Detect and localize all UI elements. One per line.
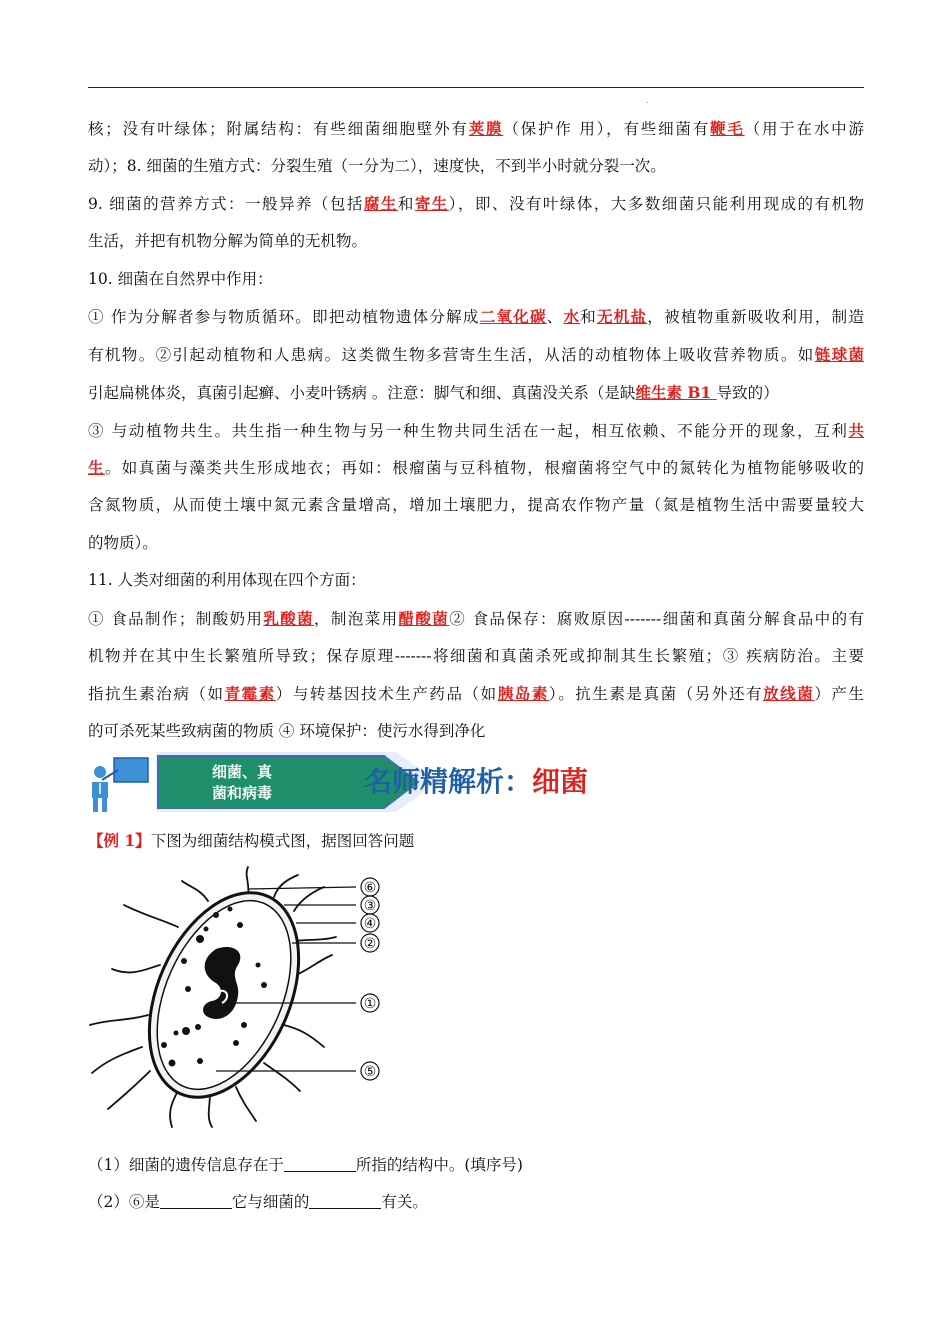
text-segment: （用于在水中游 (744, 120, 864, 138)
header-dot: . (646, 96, 649, 105)
text-segment: ① 食品制作；制酸奶用 (88, 609, 264, 628)
text-line (88, 185, 864, 223)
banner-arrow-line1: 细菌、真 (211, 763, 272, 781)
text-segment: ）产生 (814, 685, 864, 704)
highlighted-term: 放线菌 (763, 684, 815, 704)
question-1 (88, 1150, 523, 1180)
teacher-icon (88, 756, 152, 814)
diagram-label-3: ③ (363, 898, 377, 914)
text-segment: ，制泡菜用 (314, 609, 399, 628)
text-segment: 和 (397, 195, 415, 214)
text-segment: 的可杀死某些致病菌的物质 ④ 环境保护：使污水得到净化 (88, 722, 486, 740)
text-line (88, 713, 864, 751)
example-heading (88, 826, 414, 856)
answer-blank-2a[interactable] (160, 1190, 232, 1209)
text-line (88, 412, 864, 450)
banner-title-topic: 细菌 (532, 765, 589, 798)
question-2 (88, 1187, 428, 1217)
text-segment: 核；没有叶绿体；附属结构：有些细菌细胞壁外有 (88, 120, 469, 138)
text-segment: ）。抗生素是真菌（另外还有 (548, 685, 764, 704)
text-segment: 11. 人类对细菌的利用体现在四个方面： (88, 571, 366, 590)
text-segment: ）与转基因技术生产药品（如 (275, 685, 498, 704)
banner-title (364, 760, 588, 804)
text-line (88, 336, 864, 374)
text-segment: 机物并在其中生长繁殖所导致；保存原理-------将细菌和真菌杀死或抑制其生长繁殖；③ 疾病防治。主要 (88, 646, 864, 665)
text-line (88, 148, 864, 186)
example-tag: 【例 1】 (88, 831, 151, 850)
highlighted-term: 荚膜 (468, 119, 504, 138)
text-segment: 含氮物质，从而使土壤中氮元素含量增高，增加土壤肥力，提高农作物产量（氮是植物生活中需要量较大 (88, 495, 864, 514)
text-line (88, 675, 864, 713)
section-banner (88, 752, 688, 814)
question-2-prefix: （2）⑥是 (88, 1193, 160, 1211)
highlighted-term: 胰岛素 (497, 684, 549, 704)
highlighted-term: 维生素 B1 (635, 382, 717, 402)
text-segment: 引起扁桃体炎，真菌引起癣、小麦叶锈病 。注意：脚气和细、真菌没关系（是缺 (88, 383, 636, 402)
text-segment: 和 (580, 308, 598, 327)
text-line (88, 449, 864, 487)
text-line (88, 298, 864, 336)
diagram-label-2: ② (363, 936, 377, 952)
text-segment: 有机物。②引起动植物和人患病。这类微生物多营寄生生活，从活的动植物体上吸收营养物质。如 (88, 346, 815, 365)
text-segment: 9. 细菌的营养方式：一般异养（包括 (88, 195, 364, 214)
text-segment: ），即、没有叶绿体，大多数细菌只能利用现成的有机物 (448, 195, 864, 214)
highlighted-term: 链球菌 (814, 345, 864, 365)
bacteria-structure-diagram (88, 865, 398, 1130)
text-segment: （保护作 用），有些细菌有 (503, 120, 711, 138)
question-1-suffix: 所指的结构中。(填序号) (355, 1156, 523, 1174)
text-line (88, 562, 864, 600)
question-2-middle: 它与细菌的 (231, 1193, 310, 1211)
text-segment: 。如真菌与藻类共生形成地衣；再如：根瘤菌与豆科植物，根瘤菌将空气中的氮转化为植物能够吸收的 (104, 459, 864, 478)
text-segment: 10. 细菌在自然界中作用： (88, 269, 273, 288)
header-rule (88, 87, 864, 88)
text-line (88, 638, 864, 676)
text-segment: ③ 与动植物共生。共生指一种生物与另一种生物共同生活在一起，相互依赖、不能分开的现象，互利 (88, 421, 849, 440)
text-segment: ② 食品保存：腐败原因-------细菌和真菌分解食品中的有 (449, 609, 864, 628)
text-line (88, 374, 864, 412)
text-line (88, 261, 864, 299)
highlighted-term: 生 (88, 458, 105, 478)
highlighted-term: 共 (848, 420, 864, 440)
banner-arrow-line2: 菌和病毒 (211, 784, 272, 802)
highlighted-term: 二氧化碳 (479, 307, 547, 327)
text-segment: 指抗生素治病（如 (88, 685, 225, 704)
question-1-prefix: （1）细菌的遗传信息存在于 (88, 1156, 284, 1174)
highlighted-term: 无机盐 (597, 307, 648, 327)
highlighted-term: 水 (563, 307, 581, 327)
text-segment: ① 作为分解者参与物质循环。即把动植物遗体分解成 (88, 308, 480, 327)
highlighted-term: 寄生 (414, 194, 449, 214)
highlighted-term: 醋酸菌 (398, 608, 450, 628)
highlighted-term: 鞭毛 (710, 119, 745, 138)
question-2-suffix: 有关。 (381, 1193, 428, 1211)
answer-blank-1[interactable] (284, 1153, 356, 1172)
text-line (88, 487, 864, 525)
diagram-label-6: ⑥ (363, 880, 377, 896)
highlighted-term: 青霉素 (224, 684, 276, 704)
text-segment: 生活，并把有机物分解为简单的无机物。 (88, 232, 368, 251)
text-segment: 动）；8. 细菌的生殖方式：分裂生殖（一分为二），速度快，不到半小时就分裂一次。 (88, 156, 666, 175)
text-segment: 导致的） (716, 383, 779, 402)
highlighted-term: 腐生 (363, 194, 398, 214)
banner-arrow-label (156, 758, 328, 808)
text-segment: 、 (546, 308, 564, 327)
main-text (88, 110, 864, 751)
text-line (88, 223, 864, 261)
highlighted-term: 乳酸菌 (263, 608, 315, 628)
diagram-label-5: ⑤ (363, 1064, 377, 1080)
text-line (88, 110, 864, 148)
example-text: 下图为细菌结构模式图，据图回答问题 (150, 832, 415, 850)
diagram-label-1: ① (363, 996, 377, 1012)
text-segment: ，被植物重新吸收利用，制造 (647, 308, 864, 327)
diagram-label-4: ④ (363, 916, 377, 932)
answer-blank-2b[interactable] (309, 1190, 381, 1209)
text-line (88, 600, 864, 638)
banner-title-main: 名师精解析： (364, 765, 533, 798)
text-line (88, 525, 864, 563)
text-segment: 的物质）。 (88, 533, 158, 552)
